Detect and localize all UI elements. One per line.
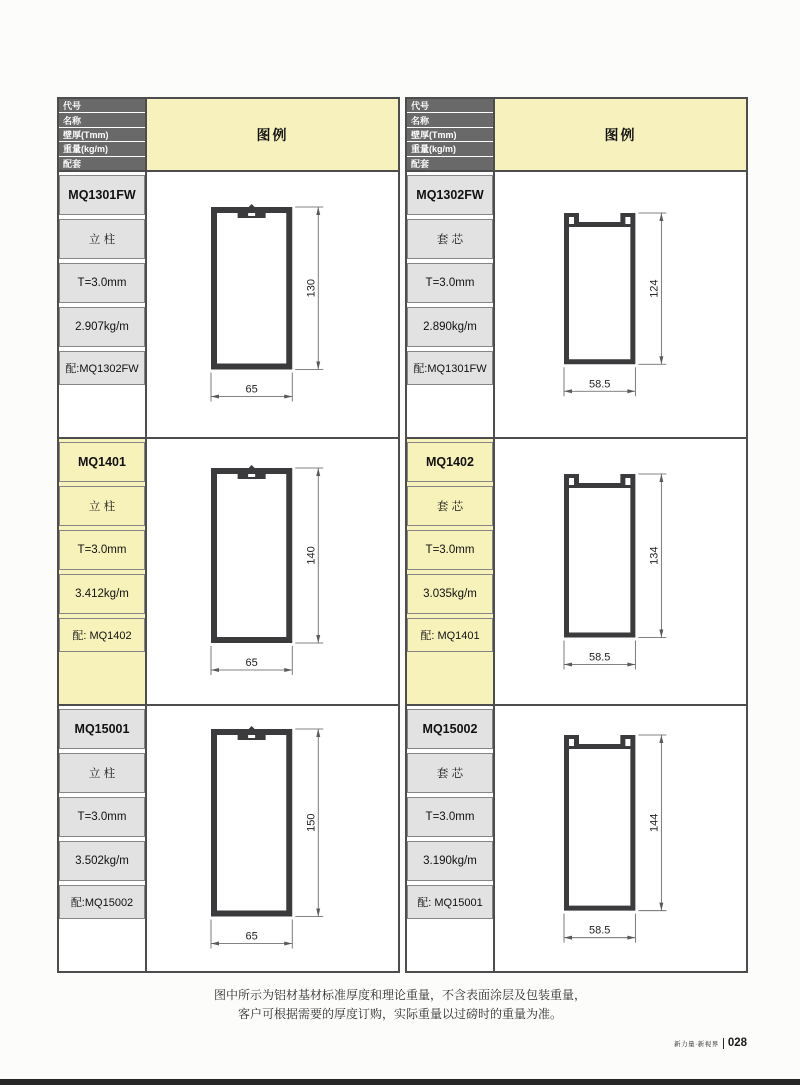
- svg-text:140: 140: [304, 545, 317, 565]
- cross-section-diagram: [501, 713, 741, 965]
- header-row-name: 名称: [407, 113, 493, 126]
- spec-labels: [407, 706, 495, 971]
- svg-text:58.5: 58.5: [588, 377, 610, 390]
- svg-text:65: 65: [245, 930, 258, 942]
- profile-section: [407, 706, 746, 971]
- profile-weight: 3.190kg/m: [407, 841, 493, 881]
- profile-section: [407, 439, 746, 706]
- diagram-area: [495, 172, 746, 437]
- header-row-code: 代号: [59, 99, 145, 112]
- profile-code: MQ15002: [407, 709, 493, 749]
- profile-name: 立 柱: [59, 753, 145, 793]
- profile-mate: 配: MQ1401: [407, 618, 493, 652]
- profile-name: 套 芯: [407, 219, 493, 259]
- table-header: [59, 99, 398, 172]
- profile-mate: 配:MQ15002: [59, 885, 145, 919]
- svg-text:65: 65: [245, 656, 258, 669]
- profile-weight: 3.035kg/m: [407, 574, 493, 614]
- profile-mate: 配: MQ15001: [407, 885, 493, 919]
- bottom-edge-bar: [0, 1079, 800, 1085]
- svg-text:134: 134: [647, 546, 660, 565]
- legend-header: 图例: [147, 99, 398, 170]
- legend-header: 图例: [495, 99, 746, 170]
- header-row-mate: 配套: [407, 157, 493, 170]
- svg-text:58.5: 58.5: [588, 650, 610, 663]
- profile-code: MQ1302FW: [407, 175, 493, 215]
- profile-thickness: T=3.0mm: [59, 797, 145, 837]
- header-row-mate: 配套: [59, 157, 145, 170]
- svg-text:65: 65: [245, 383, 258, 395]
- cross-section-diagram: [501, 446, 741, 698]
- spec-labels: [59, 706, 147, 971]
- svg-text:130: 130: [304, 278, 317, 297]
- spec-labels: [59, 172, 147, 437]
- profile-weight: 2.890kg/m: [407, 307, 493, 347]
- spec-labels: [407, 439, 495, 704]
- profile-thickness: T=3.0mm: [407, 797, 493, 837]
- header-label-stack: [407, 99, 495, 170]
- profile-weight: 3.412kg/m: [59, 574, 145, 614]
- profile-thickness: T=3.0mm: [407, 530, 493, 570]
- diagram-area: [495, 439, 746, 704]
- header-row-thickness: 壁厚(Tmm): [407, 128, 493, 141]
- profile-code: MQ15001: [59, 709, 145, 749]
- header-row-code: 代号: [407, 99, 493, 112]
- diagram-area: [147, 172, 398, 437]
- profile-mate: 配:MQ1301FW: [407, 351, 493, 385]
- profile-code: MQ1401: [59, 442, 145, 482]
- svg-text:150: 150: [304, 813, 317, 832]
- spec-labels: [407, 172, 495, 437]
- profile-mate: 配:MQ1302FW: [59, 351, 145, 385]
- cross-section-diagram: [153, 446, 393, 698]
- footer-note-line2: 客户可根据需要的厚度订购，实际重量以过磅时的重量为准。: [237, 1007, 562, 1021]
- table-column-posts: [57, 97, 400, 973]
- profile-weight: 2.907kg/m: [59, 307, 145, 347]
- profile-section: [407, 172, 746, 439]
- spec-labels: [59, 439, 147, 704]
- profile-code: MQ1402: [407, 442, 493, 482]
- profile-code: MQ1301FW: [59, 175, 145, 215]
- header-row-weight: 重量(kg/m): [59, 142, 145, 155]
- profile-name: 立 柱: [59, 486, 145, 526]
- cross-section-diagram: [501, 179, 741, 431]
- profile-thickness: T=3.0mm: [59, 530, 145, 570]
- header-row-weight: 重量(kg/m): [407, 142, 493, 155]
- profile-mate: 配: MQ1402: [59, 618, 145, 652]
- header-row-name: 名称: [59, 113, 145, 126]
- profile-name: 立 柱: [59, 219, 145, 259]
- profile-section: [59, 172, 398, 439]
- table-column-cores: [405, 97, 748, 973]
- footer-note-line1: 图中所示为铝材基材标准厚度和理论重量，不含表面涂层及包装重量，: [213, 988, 586, 1002]
- page-number: 028: [723, 1038, 747, 1049]
- profile-thickness: T=3.0mm: [59, 263, 145, 303]
- header-label-stack: [59, 99, 147, 170]
- profile-section: [59, 439, 398, 706]
- cross-section-diagram: [153, 179, 393, 431]
- svg-text:58.5: 58.5: [588, 924, 610, 937]
- diagram-area: [147, 439, 398, 704]
- footer-note: [0, 986, 800, 1024]
- cross-section-diagram: [153, 713, 393, 965]
- profile-tables: [57, 97, 748, 973]
- profile-section: [59, 706, 398, 971]
- diagram-area: [147, 706, 398, 971]
- svg-text:124: 124: [647, 278, 660, 298]
- svg-text:144: 144: [647, 813, 660, 832]
- diagram-area: [495, 706, 746, 971]
- table-header: [407, 99, 746, 172]
- header-row-thickness: 壁厚(Tmm): [59, 128, 145, 141]
- footer-mark: [674, 1038, 747, 1049]
- profile-weight: 3.502kg/m: [59, 841, 145, 881]
- brand-slogan: 新力量·新视界: [674, 1041, 719, 1048]
- profile-name: 套 芯: [407, 486, 493, 526]
- profile-name: 套 芯: [407, 753, 493, 793]
- profile-thickness: T=3.0mm: [407, 263, 493, 303]
